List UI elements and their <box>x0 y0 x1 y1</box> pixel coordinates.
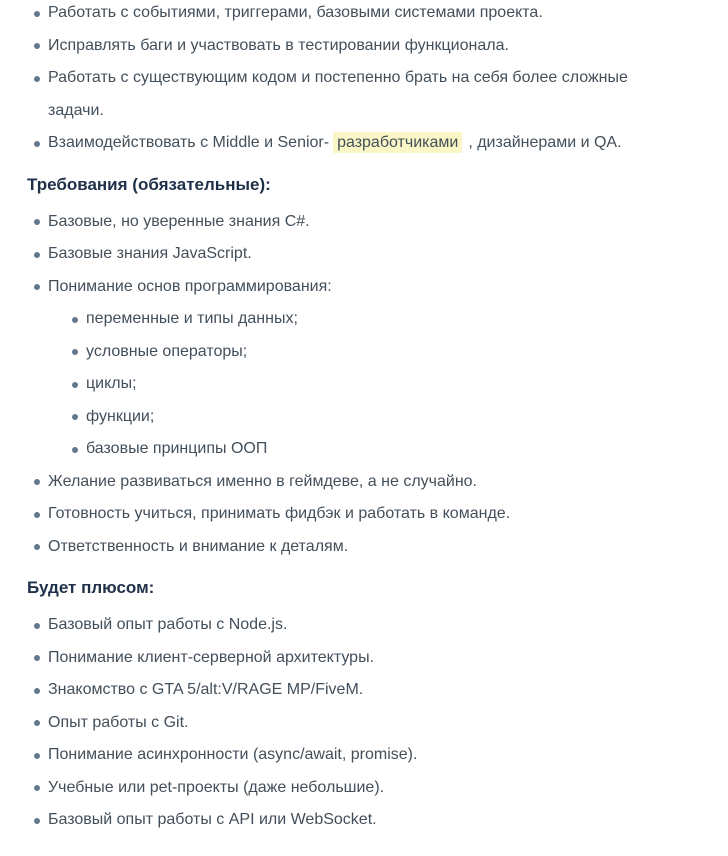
bullet-icon <box>34 655 40 661</box>
list-item <box>27 804 668 837</box>
item-text-line2: задачи. <box>48 101 104 119</box>
bullet-icon <box>34 284 40 290</box>
list-item <box>27 30 668 63</box>
bullet-icon <box>34 544 40 550</box>
highlighted-term: разработчиками <box>333 132 462 153</box>
intro-list <box>27 0 702 160</box>
item-text: Понимание основ программирования: <box>48 277 332 295</box>
item-text: циклы; <box>86 375 137 392</box>
programming-basics-sublist <box>65 303 668 466</box>
item-text: переменные и типы данных; <box>86 310 298 327</box>
bullet-icon <box>34 512 40 518</box>
list-item <box>27 466 668 499</box>
bullet-icon <box>34 688 40 694</box>
list-item <box>65 433 668 466</box>
item-text: Базовый опыт работы с API или WebSocket. <box>48 811 377 828</box>
item-text: базовые принципы ООП <box>86 440 268 457</box>
bullet-icon <box>72 414 78 420</box>
list-item <box>65 401 668 434</box>
requirements-heading: Требования (обязательные): <box>27 174 271 194</box>
item-text-suffix: , дизайнерами и QA. <box>468 134 622 151</box>
bullet-icon <box>34 141 40 147</box>
item-text: Базовые, но уверенные знания C#. <box>48 212 310 230</box>
item-text: функции; <box>86 407 155 425</box>
list-item <box>27 498 668 531</box>
bullet-icon <box>34 623 40 629</box>
list-item <box>27 0 668 30</box>
plus-list <box>27 609 702 837</box>
item-text: Работать с событиями, триггерами, базовыми системами проекта. <box>48 4 543 21</box>
bullet-icon <box>34 43 40 49</box>
bullet-icon <box>34 818 40 824</box>
bullet-icon <box>34 76 40 82</box>
item-text: Базовые знания JavaScript. <box>48 245 252 262</box>
requirements-list <box>27 206 702 564</box>
list-item <box>27 609 668 642</box>
bullet-icon <box>34 252 40 258</box>
item-text: Опыт работы с Git. <box>48 713 189 731</box>
list-item <box>27 271 668 466</box>
bullet-icon <box>72 447 78 453</box>
bullet-icon <box>34 753 40 759</box>
item-text: Желание развиваться именно в геймдеве, а не случайно. <box>48 472 477 490</box>
item-text: Понимание асинхронности (async/await, promise). <box>48 746 418 763</box>
list-item <box>27 206 668 239</box>
bullet-icon <box>34 479 40 485</box>
bullet-icon <box>34 11 40 17</box>
list-item <box>27 127 668 160</box>
item-text-line1: Работать с существующим кодом и постепенно брать на себя более сложные <box>48 69 628 86</box>
plus-heading: Будет плюсом: <box>27 578 155 597</box>
list-item <box>27 674 668 707</box>
item-text: Учебные или pet-проекты (даже небольшие). <box>48 778 385 796</box>
bullet-icon <box>34 785 40 791</box>
bullet-icon <box>72 382 78 388</box>
item-text: Знакомство с GTA 5/alt:V/RAGE MP/FiveM. <box>48 681 364 698</box>
list-item <box>27 531 668 564</box>
bullet-icon <box>72 349 78 355</box>
item-text: Понимание клиент-серверной архитектуры. <box>48 648 375 666</box>
item-text: Ответственность и внимание к деталям. <box>48 537 349 555</box>
list-item <box>27 238 668 271</box>
list-item <box>27 739 668 772</box>
bullet-icon <box>34 720 40 726</box>
list-item <box>65 336 668 369</box>
item-text: условные операторы; <box>86 342 248 360</box>
item-text: Исправлять баги и участвовать в тестировании функционала. <box>48 36 509 54</box>
list-item <box>27 62 668 127</box>
item-text-prefix: Взаимодействовать с Middle и Senior- <box>48 134 330 151</box>
list-item <box>27 707 668 740</box>
bullet-icon <box>72 317 78 323</box>
list-item <box>65 368 668 401</box>
list-item <box>65 303 668 336</box>
list-item <box>27 642 668 675</box>
item-text: Готовность учиться, принимать фидбэк и работать в команде. <box>48 505 511 522</box>
list-item <box>27 772 668 805</box>
item-text: Базовый опыт работы с Node.js. <box>48 616 288 633</box>
bullet-icon <box>34 219 40 225</box>
